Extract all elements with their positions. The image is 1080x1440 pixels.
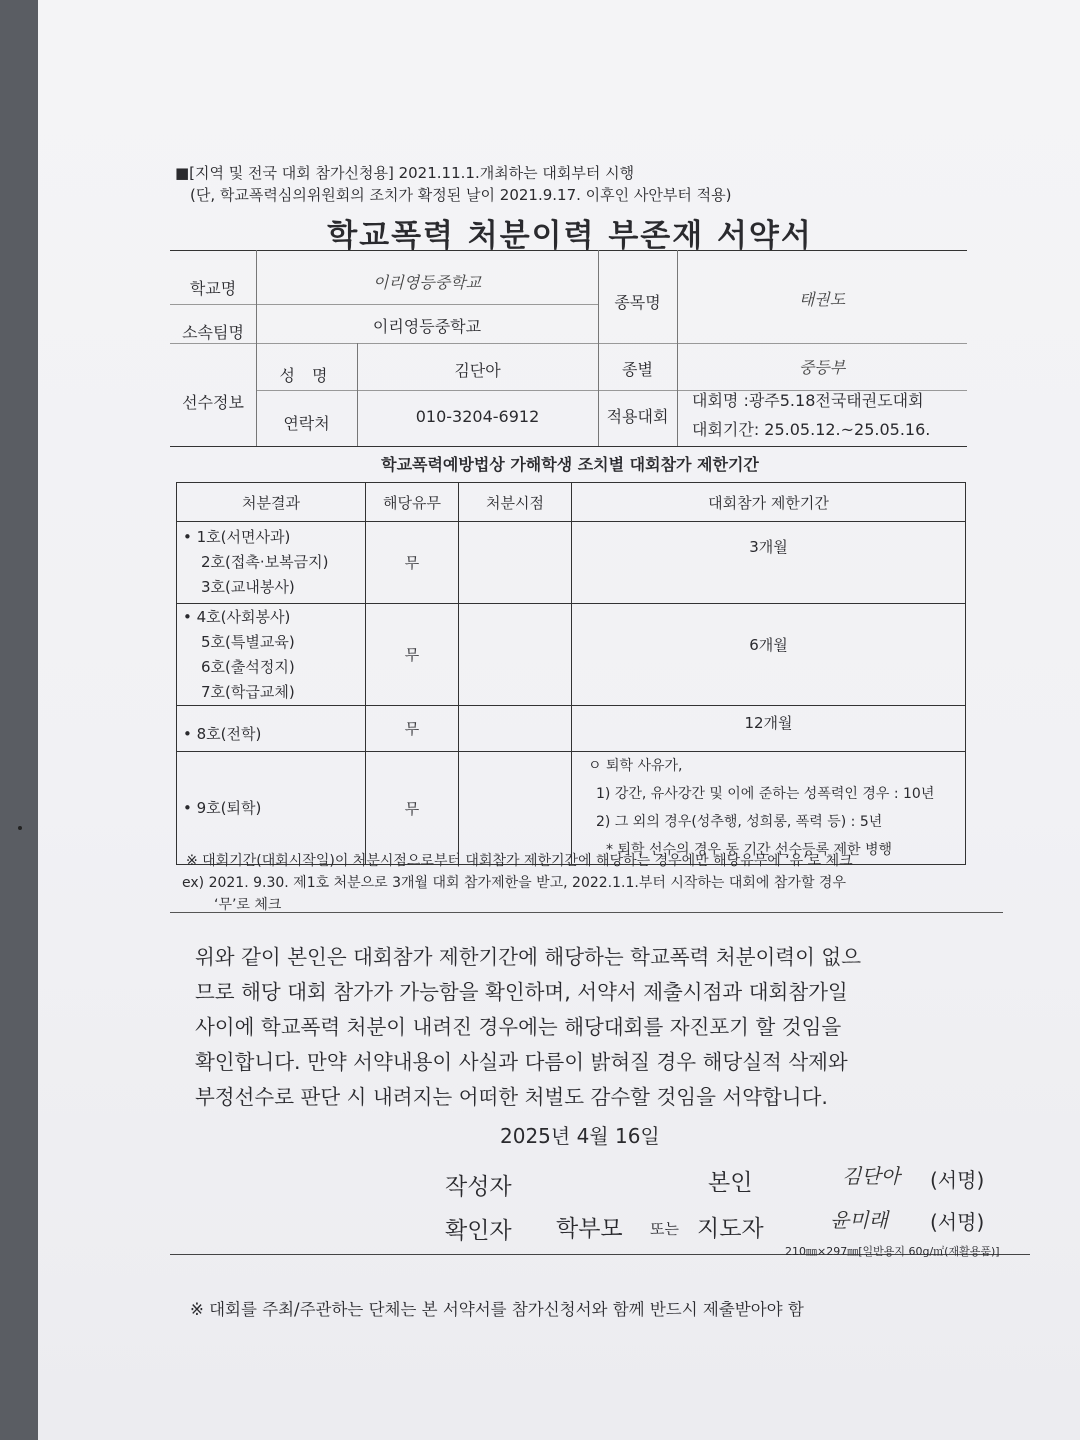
measure-item: 5호(특별교육) xyxy=(201,632,295,651)
date-cell xyxy=(459,522,572,604)
pledge-line: 사이에 학교폭력 처분이 내려진 경우에는 해당대회를 자진포기 할 것임을 xyxy=(195,1015,842,1039)
parent-sign-mark: (서명) xyxy=(930,1210,985,1234)
reason-line: * 퇴학 선수의 경우 동 기간 선수등록 제한 병행 xyxy=(606,842,893,858)
date-cell xyxy=(459,706,572,752)
phone-value: 010-3204-6912 xyxy=(415,407,540,426)
col-header-result: 처분결과 xyxy=(177,483,366,522)
team-label: 소속팀명 xyxy=(182,323,244,342)
writer-label: 작성자 xyxy=(445,1174,512,1200)
measure-items xyxy=(177,522,366,604)
table-row xyxy=(177,604,966,706)
measure-items xyxy=(177,752,366,865)
table-row xyxy=(177,706,966,752)
school-value: 이리영등중학교 xyxy=(372,273,482,292)
col-header-applicable: 해당유무 xyxy=(366,483,459,522)
date-cell xyxy=(459,752,572,865)
section-divider xyxy=(170,912,1003,913)
footnote-3: ‘무’로 체크 xyxy=(214,897,282,913)
team-value: 이리영등중학교 xyxy=(372,317,482,336)
measure-item: 3호(교내봉사) xyxy=(201,578,295,596)
division-label: 종별 xyxy=(622,360,653,379)
applicable-cell: 무 xyxy=(366,706,459,752)
pledge-date: 2025년 4월 16일 xyxy=(500,1124,660,1148)
period-cell: 12개월 xyxy=(572,706,966,752)
info-divider xyxy=(170,304,598,305)
phone-label: 연락처 xyxy=(283,414,330,433)
pledge-line: 므로 해당 대회 참가가 가능함을 확인하며, 서약서 제출시점과 대회참가일 xyxy=(195,980,848,1004)
period-cell: 6개월 xyxy=(572,604,966,706)
info-top-border xyxy=(170,250,967,251)
self-label: 본인 xyxy=(708,1170,753,1196)
event-name: 대회명 :광주5.18전국태권도대회 xyxy=(692,391,924,410)
footnote-1: ※ 대회기간(대회시작일)이 처분시점으로부터 대회참가 제한기간에 해당하는 경우에만 해당유무에 ‘유’로 체크 xyxy=(186,853,853,869)
restriction-table xyxy=(176,482,966,865)
applicable-cell: 무 xyxy=(366,522,459,604)
self-sign-mark: (서명) xyxy=(930,1168,985,1192)
info-bottom-border xyxy=(170,446,967,447)
table-header-row xyxy=(177,483,966,522)
self-signature: 김단아 xyxy=(842,1164,900,1188)
footnote-2: ex) 2021. 9.30. 제1호 처분으로 3개월 대회 참가제한을 받고, 2022.1.1.부터 시작하는 대회에 참가할 경우 xyxy=(182,875,846,891)
parent-label: 학부모 xyxy=(556,1216,623,1242)
table-row xyxy=(177,522,966,604)
expulsion-reasons xyxy=(572,752,966,865)
info-divider xyxy=(170,343,967,344)
school-label: 학교명 xyxy=(189,279,237,298)
measure-item: • 1호(서면사과) xyxy=(183,528,291,546)
sport-label: 종목명 xyxy=(614,293,661,312)
header-note-2: (단, 학교폭력심의위원회의 조치가 확정된 날이 2021.9.17. 이후인 사안부터 적용) xyxy=(190,186,732,204)
name-value: 김단아 xyxy=(454,361,501,380)
pledge-line: 확인합니다. 만약 서약내용이 사실과 다름이 밝혀질 경우 해당실적 삭제와 xyxy=(195,1050,848,1074)
final-note: ※ 대회를 주최/주관하는 단체는 본 서약서를 참가신청서와 함께 반드시 제출받아야 함 xyxy=(190,1300,804,1319)
measure-item: • 4호(사회봉사) xyxy=(183,607,291,626)
measure-items xyxy=(177,706,366,752)
coach-label: 지도자 xyxy=(697,1216,764,1242)
event-label: 적용대회 xyxy=(606,407,669,426)
pledge-text xyxy=(195,940,995,1115)
document-title: 학교폭력 처분이력 부존재 서약서 xyxy=(327,218,813,254)
name-label: 성 명 xyxy=(279,366,334,385)
paper-spec: 210㎜×297㎜[일반용지 60g/㎡(재활용품)] xyxy=(785,1245,1000,1258)
player-info-label: 선수정보 xyxy=(182,393,244,412)
measure-items xyxy=(177,604,366,706)
period-cell: 3개월 xyxy=(572,522,966,604)
event-period: 대회기간: 25.05.12.~25.05.16. xyxy=(692,420,931,439)
reason-line: ㅇ 퇴학 사유가, xyxy=(588,758,683,774)
col-header-date: 처분시점 xyxy=(459,483,572,522)
table-row xyxy=(177,752,966,865)
pledge-line: 부정선수로 판단 시 내려지는 어떠한 처벌도 감수할 것임을 서약합니다. xyxy=(195,1085,828,1109)
measure-item: 2호(접촉·보복금지) xyxy=(201,553,329,571)
measure-item: • 9호(퇴학) xyxy=(183,798,262,817)
applicable-cell: 무 xyxy=(366,604,459,706)
info-divider xyxy=(677,250,678,446)
division-value: 중등부 xyxy=(798,358,846,377)
reason-line: 1) 강간, 유사강간 및 이에 준하는 성폭력인 경우 : 10년 xyxy=(596,786,935,802)
paper-speck xyxy=(18,826,22,830)
applicable-cell: 무 xyxy=(366,752,459,865)
col-header-period: 대회참가 제한기간 xyxy=(572,483,966,522)
measure-item: 6호(출석정지) xyxy=(201,657,295,676)
header-note-1: ■[지역 및 전국 대회 참가신청용] 2021.11.1.개최하는 대회부터 시행 xyxy=(175,164,635,182)
measure-item: 7호(학급교체) xyxy=(201,682,295,701)
pledge-line: 위와 같이 본인은 대회참가 제한기간에 해당하는 학교폭력 처분이력이 없으 xyxy=(195,945,862,969)
measure-item: • 8호(전학) xyxy=(183,725,262,743)
confirmer-label: 확인자 xyxy=(445,1218,512,1244)
sport-value: 태권도 xyxy=(798,290,846,309)
date-cell xyxy=(459,604,572,706)
or-label: 또는 xyxy=(650,1220,679,1238)
restriction-subtitle: 학교폭력예방법상 가해학생 조치별 대회참가 제한기간 xyxy=(381,455,759,474)
parent-signature: 윤미래 xyxy=(830,1208,888,1232)
reason-line: 2) 그 외의 경우(성추행, 성희롱, 폭력 등) : 5년 xyxy=(596,814,883,830)
